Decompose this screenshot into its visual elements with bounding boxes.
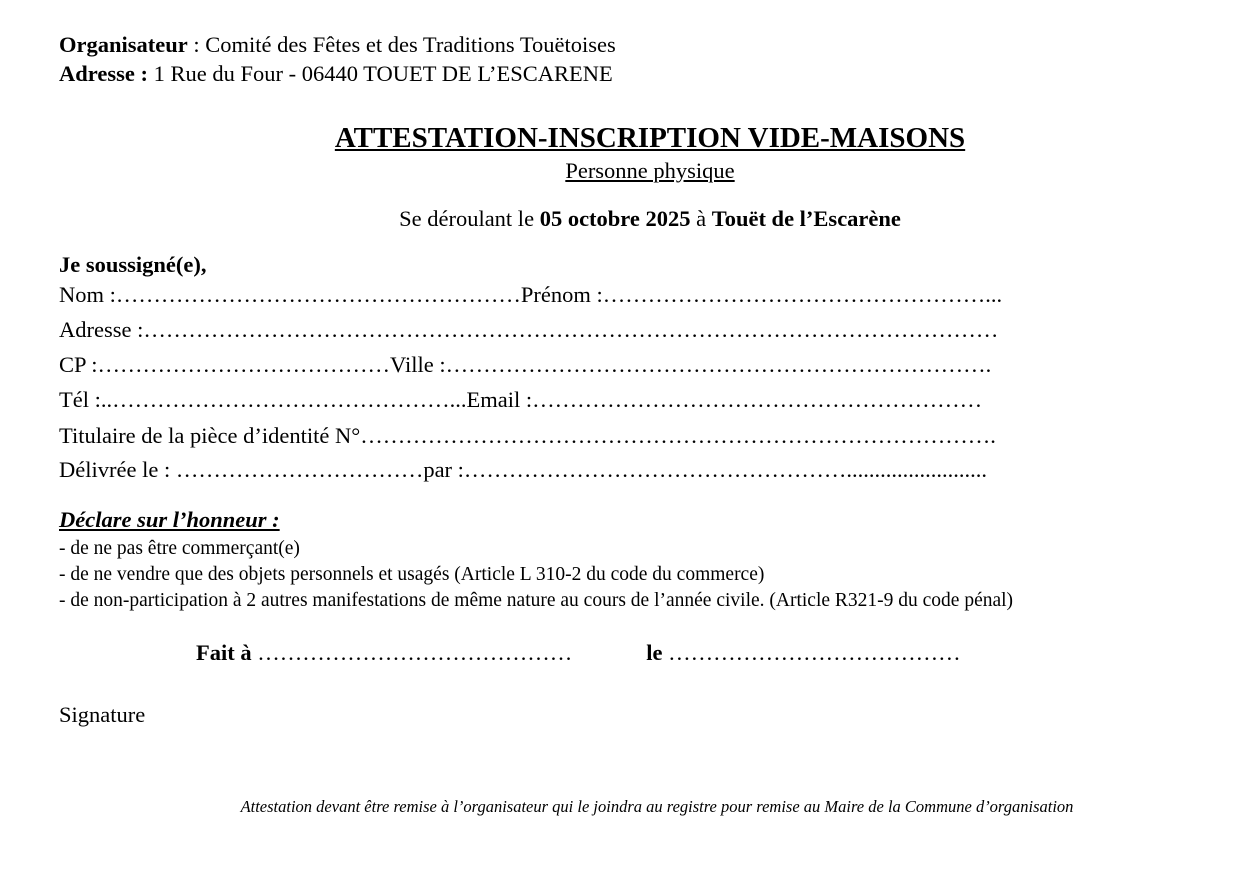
fait-line — [196, 640, 961, 666]
event-date: 05 octobre 2025 — [539, 206, 691, 231]
le-label: le — [646, 640, 663, 665]
soussigne-heading: Je soussigné(e), — [59, 252, 207, 277]
adresse-line — [59, 60, 613, 88]
cp-ville-field[interactable]: CP :…………………………………Ville :………………………………………………………………. — [59, 352, 992, 377]
adresse-label: Adresse : — [59, 61, 148, 86]
fait-date-field[interactable]: ………………………………… — [662, 640, 961, 665]
declaration-item: - de ne pas être commerçant(e) — [59, 538, 300, 559]
signature-label: Signature — [59, 702, 146, 727]
fait-label: Fait à — [196, 640, 252, 665]
declaration-item: - de non-participation à 2 autres manifestations de même nature au cours de l’année civile. (Article R321-9 du code pénal) — [59, 590, 1014, 611]
declaration-heading: Déclare sur l’honneur : — [59, 507, 280, 532]
adresse-field[interactable]: Adresse :…………………………………………………………………………………………………… — [59, 317, 999, 342]
event-place: Touët de l’Escarène — [711, 206, 901, 231]
adresse-value: 1 Rue du Four - 06440 TOUET DE L’ESCARENE — [147, 61, 613, 86]
event-line — [0, 206, 1241, 232]
nom-prenom-field[interactable]: Nom :………………………………………………Prénom :……………………………………………... — [59, 282, 1003, 307]
piece-identite-field[interactable]: Titulaire de la pièce d’identité N°…………………………………………………………………………. — [59, 423, 996, 448]
event-middle: à — [690, 206, 712, 231]
event-prefix: Se déroulant le — [399, 206, 540, 231]
tel-email-field[interactable]: Tél :..………………………………………...Email :…………………………………………………… — [59, 387, 983, 412]
document-subtitle: Personne physique — [565, 158, 735, 183]
organisateur-line — [59, 31, 616, 59]
organisateur-value: : Comité des Fêtes et des Traditions Touëtoises — [187, 32, 616, 57]
document-title: ATTESTATION-INSCRIPTION VIDE-MAISONS — [334, 122, 966, 154]
organisateur-label: Organisateur — [59, 32, 188, 57]
delivree-field[interactable]: Délivrée le : ……………………………par :……………………………………………......................... — [59, 457, 988, 482]
fait-lieu-field[interactable]: …………………………………… — [251, 640, 573, 665]
declaration-item: - de ne vendre que des objets personnels et usagés (Article L 310-2 du code du commerce) — [59, 564, 765, 585]
footer-note: Attestation devant être remise à l’organisateur qui le joindra au registre pour remise au Maire de la Commune d’organisation — [240, 797, 1074, 816]
